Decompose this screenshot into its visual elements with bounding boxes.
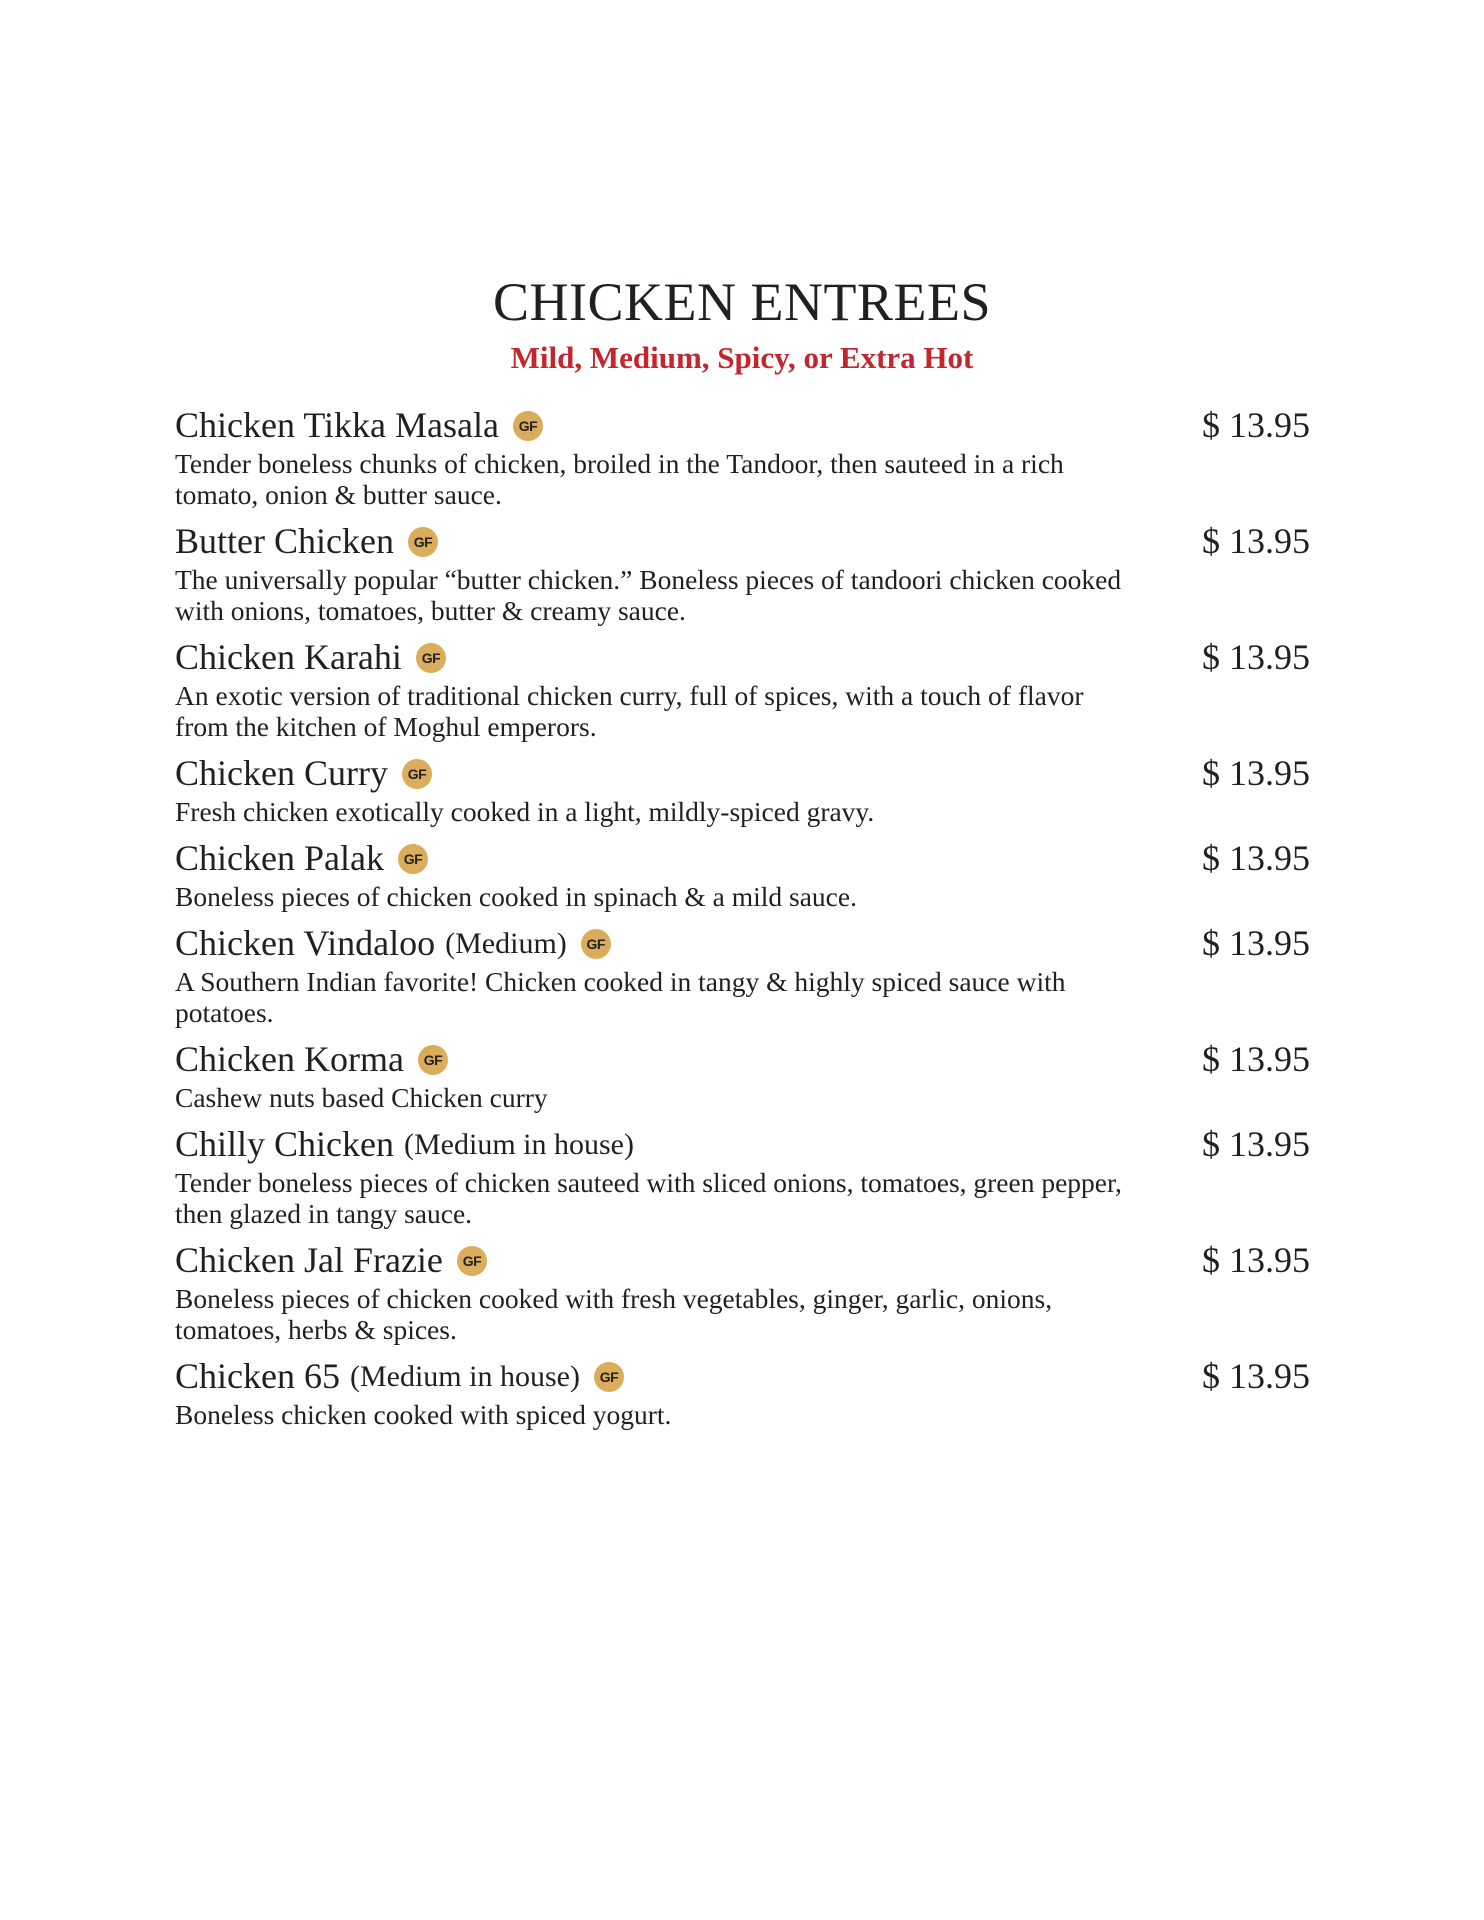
- menu-item-header: [175, 519, 1310, 564]
- menu-item-name: Chicken Palak: [175, 838, 384, 878]
- menu-item-name: Chicken Korma: [175, 1039, 404, 1079]
- menu-item-header: [175, 1238, 1310, 1283]
- menu-item-description: Tender boneless pieces of chicken sauteed with sliced onions, tomatoes, green pepper, then glazed in tangy sauce.: [175, 1167, 1122, 1229]
- menu-item-header: [175, 1354, 1310, 1399]
- menu-item: [175, 403, 1310, 510]
- menu-item-price: $ 13.95: [1202, 1240, 1310, 1280]
- gluten-free-icon: GF: [594, 1362, 624, 1392]
- menu-item-description: A Southern Indian favorite! Chicken cooked in tangy & highly spiced sauce with potatoes.: [175, 966, 1066, 1028]
- menu-item-note: (Medium): [445, 927, 567, 960]
- menu-item-price: $ 13.95: [1202, 637, 1310, 677]
- menu-item-price: $ 13.95: [1202, 753, 1310, 793]
- gluten-free-icon: GF: [398, 844, 428, 874]
- menu-item-name: Chicken Karahi: [175, 637, 402, 677]
- menu-item: [175, 1122, 1310, 1229]
- menu-item: [175, 751, 1310, 827]
- menu-item: [175, 1238, 1310, 1345]
- menu-item-price: $ 13.95: [1202, 923, 1310, 963]
- menu-item-description: Cashew nuts based Chicken curry: [175, 1082, 548, 1113]
- gluten-free-icon: GF: [457, 1246, 487, 1276]
- gluten-free-icon: GF: [418, 1045, 448, 1075]
- menu-item-name: Chicken 65: [175, 1356, 340, 1396]
- menu-item: [175, 1354, 1310, 1430]
- menu-item-header: [175, 403, 1310, 448]
- spice-level-subtitle: Mild, Medium, Spicy, or Extra Hot: [510, 340, 974, 375]
- menu-item-header: [175, 1037, 1310, 1082]
- gluten-free-icon: GF: [402, 759, 432, 789]
- menu-item: [175, 921, 1310, 1028]
- menu-item-price: $ 13.95: [1202, 1039, 1310, 1079]
- menu-item-price: $ 13.95: [1202, 521, 1310, 561]
- menu-item: [175, 519, 1310, 626]
- menu-item-name: Chicken Tikka Masala: [175, 405, 499, 445]
- gluten-free-icon: GF: [513, 411, 543, 441]
- menu-item-description: The universally popular “butter chicken.” Boneless pieces of tandoori chicken cooked with onions, tomatoes, butter & creamy sauce.: [175, 564, 1122, 626]
- menu-item-header: [175, 921, 1310, 966]
- menu-item-header: [175, 635, 1310, 680]
- menu-item-price: $ 13.95: [1202, 1356, 1310, 1396]
- menu-item-description: Tender boneless chunks of chicken, broiled in the Tandoor, then sauteed in a rich tomato, onion & butter sauce.: [175, 448, 1064, 510]
- menu-item-name: Chilly Chicken: [175, 1124, 394, 1164]
- gluten-free-icon: GF: [416, 643, 446, 673]
- gluten-free-icon: GF: [408, 527, 438, 557]
- menu-item: [175, 635, 1310, 742]
- menu-item-name: Chicken Curry: [175, 753, 388, 793]
- menu-item-description: Fresh chicken exotically cooked in a light, mildly-spiced gravy.: [175, 796, 875, 827]
- gluten-free-icon: GF: [581, 929, 611, 959]
- menu-item: [175, 836, 1310, 912]
- menu-title: CHICKEN ENTREES: [493, 272, 991, 332]
- menu-item-header: [175, 751, 1310, 796]
- menu-item-price: $ 13.95: [1202, 1124, 1310, 1164]
- menu-items-list: [175, 403, 1310, 1439]
- menu-item-note: (Medium in house): [349, 1360, 580, 1393]
- menu-item: [175, 1037, 1310, 1113]
- menu-item-header: [175, 836, 1310, 881]
- menu-item-name: Chicken Jal Frazie: [175, 1240, 443, 1280]
- menu-item-price: $ 13.95: [1202, 838, 1310, 878]
- menu-item-price: $ 13.95: [1202, 405, 1310, 445]
- menu-item-name: Chicken Vindaloo: [175, 923, 436, 963]
- menu-item-description: An exotic version of traditional chicken curry, full of spices, with a touch of flavor from the kitchen of Moghul emperors.: [175, 680, 1084, 742]
- menu-item-description: Boneless pieces of chicken cooked with fresh vegetables, ginger, garlic, onions, tomatoes, herbs & spices.: [175, 1283, 1053, 1345]
- menu-item-description: Boneless chicken cooked with spiced yogurt.: [175, 1399, 672, 1430]
- menu-item-name: Butter Chicken: [175, 521, 394, 561]
- menu-item-header: [175, 1122, 1310, 1167]
- menu-item-note: (Medium in house): [404, 1128, 634, 1161]
- menu-item-description: Boneless pieces of chicken cooked in spinach & a mild sauce.: [175, 881, 857, 912]
